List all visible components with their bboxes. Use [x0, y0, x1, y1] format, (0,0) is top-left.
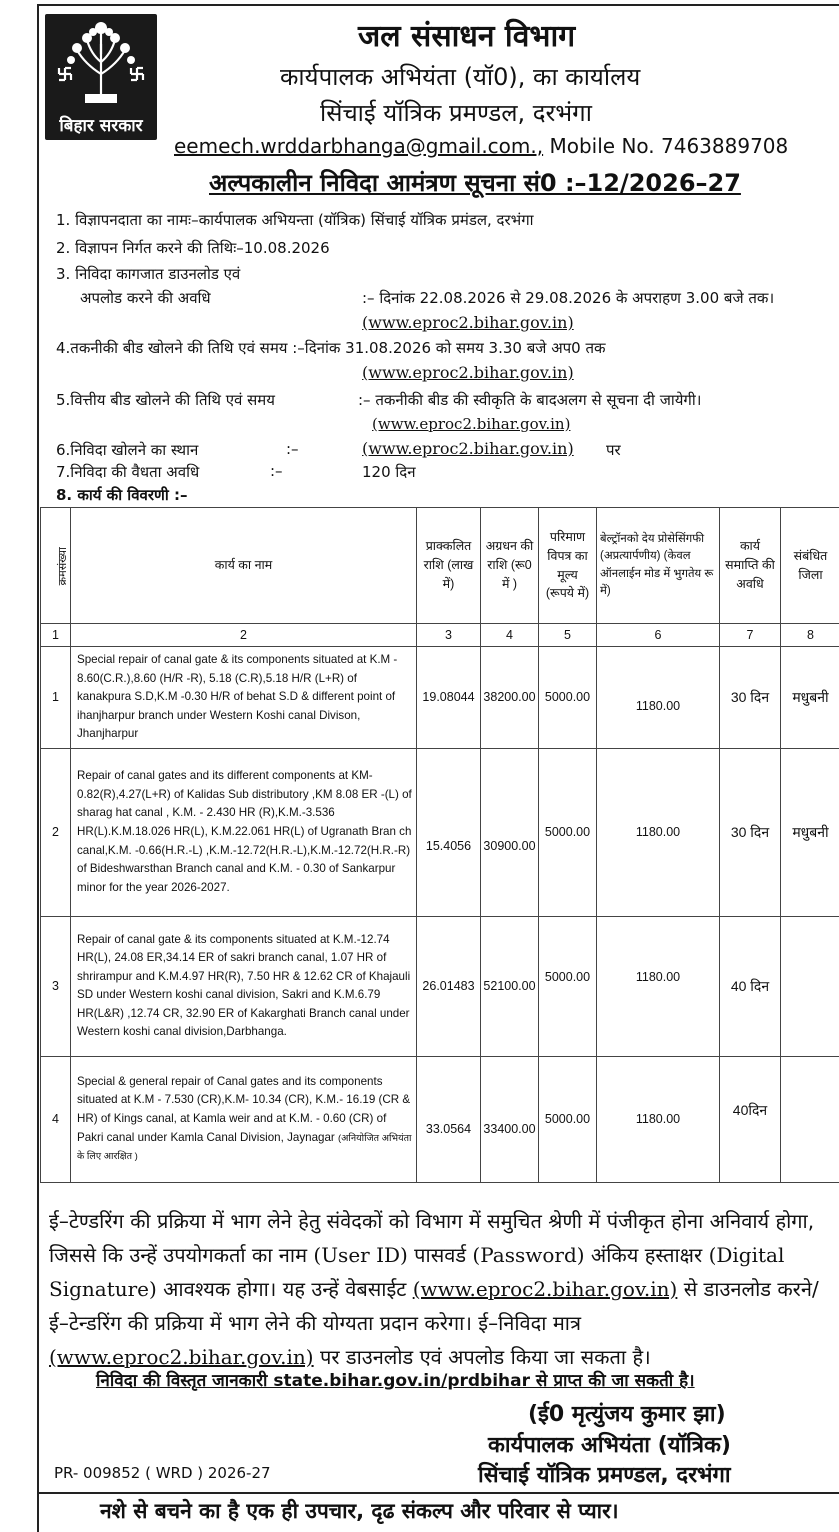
emd-amount: 33400.00: [481, 1056, 539, 1182]
serial-number: 4: [41, 1056, 71, 1182]
eproc-link-3[interactable]: (www.eproc2.bihar.gov.in): [372, 415, 571, 433]
column-header: परिमाण विपत्र का मूल्य (रूपये में): [539, 508, 597, 624]
slogan: नशे से बचने का है एक ही उपचार, दृढ संकल्प और परिवार से प्यार।: [100, 1499, 619, 1523]
column-number: 5: [539, 624, 597, 647]
instruction-text: आवश्यक होगा। यह उन्हें वेबसाईट: [156, 1277, 413, 1301]
serial-number: 2: [41, 748, 71, 916]
item-download-period-label-2: अपलोड करने की अवधि: [80, 289, 211, 307]
table-row: [41, 1056, 839, 1182]
signatory-office: सिंचाई यॉत्रिक प्रमण्डल, दरभंगा: [478, 1463, 731, 1488]
column-number: 2: [71, 624, 417, 647]
email-link[interactable]: eemech.wrddarbhanga@gmail.com.,: [174, 134, 544, 158]
footer-divider: [37, 1492, 839, 1494]
serial-number: 3: [41, 916, 71, 1056]
boq-cost: 5000.00: [539, 748, 597, 916]
item-issue-date: 2. विज्ञापन निर्गत करने की तिथिः–10.08.2026: [56, 239, 330, 257]
column-number: 8: [781, 624, 839, 647]
eproc-link-6[interactable]: (www.eproc2.bihar.gov.in): [49, 1345, 314, 1369]
boq-cost: 5000.00: [539, 916, 597, 1056]
signatory-title: कार्यपालक अभियंता (यॉत्रिक): [488, 1433, 731, 1458]
item-validity-colon: :–: [270, 462, 283, 480]
column-number-row: [41, 624, 839, 647]
item-work-details-label: 8. कार्य की विवरणी :–: [56, 486, 188, 504]
district: [781, 1056, 839, 1182]
emd-amount: 52100.00: [481, 916, 539, 1056]
table-header-row: [41, 508, 839, 624]
item-opening-place-label: 6.निविदा खोलने का स्थान: [56, 441, 199, 459]
user-id-text: (User ID): [313, 1243, 408, 1267]
column-number: 3: [417, 624, 481, 647]
boq-cost: 5000.00: [539, 647, 597, 749]
contact-line: [174, 134, 788, 158]
serial-number: 1: [41, 647, 71, 749]
district: मधुबनी: [781, 647, 839, 749]
item-opening-place-colon: :–: [286, 440, 299, 458]
instruction-text: ई–टेण्डरिंग की प्रक्रिया में भाग लेने हेतु संवेदकों को विभाग में समुचित श्रेणी में पंजीकृत होना अनिवार्य होगा, जिससे कि उन्हें उपयोगकर्ता का नाम: [49, 1209, 815, 1267]
emblem-caption: बिहार सरकार: [59, 116, 143, 136]
column-header: बेल्ट्रॉनको देय प्रोसेसिंगफी (अप्रत्यार्पणीय) (केवल ऑनलाईन मोड में भुगतेय रू में): [597, 508, 720, 624]
instruction-text: पर डाउनलोड एवं अपलोड किया जा सकता है।: [313, 1345, 651, 1369]
office-title: कार्यपालक अभियंता (यॉ0), का कार्यालय: [280, 63, 641, 91]
estimated-amount: 26.01483: [417, 916, 481, 1056]
emd-amount: 38200.00: [481, 647, 539, 749]
processing-fee: 1180.00: [597, 1056, 720, 1182]
digital-signature-text: (Digital Signature): [49, 1243, 785, 1301]
column-header: कार्य समाप्ति की अवधि: [720, 508, 781, 624]
work-name-text: Special & general repair of Canal gates and its components situated at K.M - 7.530 (CR),K.M- 10.34 (CR), K.M.- 16.19 (CR & HR) of Kings canal, at Kamla weir and at K.M. - 0.60 (CR) of Pakri canal under Kamla Canal Division, Jaynagar: [77, 1074, 411, 1144]
item-financial-bid-value: :– तकनीकी बीड की स्वीकृति के बादअलग से सूचना दी जायेगी।: [358, 391, 702, 409]
eproc-link-4[interactable]: (www.eproc2.bihar.gov.in): [362, 439, 574, 458]
table-row: [41, 647, 839, 749]
completion-period: 30 दिन: [720, 647, 781, 749]
processing-fee: 1180.00: [597, 916, 720, 1056]
eproc-link-5[interactable]: (www.eproc2.bihar.gov.in): [412, 1277, 678, 1301]
instruction-text: अंकिय हस्ताक्षर: [584, 1243, 709, 1267]
item-advertiser: 1. विज्ञापनदाता का नामः–कार्यपालक अभियन्ता (यॉत्रिक) सिंचाई यॉत्रिक प्रमंडल, दरभंगा: [56, 211, 534, 229]
completion-period: 40दिन: [720, 1056, 781, 1182]
column-header: अग्रधन की राशि (रू0 में ): [481, 508, 539, 624]
table-row: [41, 916, 839, 1056]
item-validity-label: 7.निविदा की वैधता अवधि: [56, 463, 200, 481]
column-number: 1: [41, 624, 71, 647]
column-number: 4: [481, 624, 539, 647]
notice-title: अल्पकालीन निविदा आमंत्रण सूचना सं0 :–12/2026–27: [209, 169, 741, 197]
processing-fee: 1180.00: [597, 647, 720, 749]
division-title: सिंचाई यॉत्रिक प्रमण्डल, दरभंगा: [320, 99, 592, 127]
eproc-link-2[interactable]: (www.eproc2.bihar.gov.in): [362, 363, 574, 382]
column-number: 6: [597, 624, 720, 647]
item-download-period-label: 3. निविदा कागजात डाउनलोड एवं: [56, 265, 241, 283]
item-financial-bid-label: 5.वित्तीय बीड खोलने की तिथि एवं समय: [56, 391, 275, 409]
instruction-text: से डाउनलोड करने/ई–टेन्डरिंग की प्रक्रिया में भाग लेने की योग्यता प्रदान करेगा। ई–निविदा मात्र: [49, 1277, 819, 1335]
column-header: संबंधित जिला: [781, 508, 839, 624]
work-name: Special repair of canal gate & its components situated at K.M - 8.60(C.R.),8.60 (H/R -R), 5.18 (C.R),5.18 H/R (L+R) of kanakpura S.D,K.M -0.30 H/R of behat S.D & different point of ihanjharpur branch under Western Koshi canal Divison, Jhanjharpur: [71, 647, 417, 749]
item-technical-bid-opening: 4.तकनीकी बीड खोलने की तिथि एवं समय :–दिनांक 31.08.2026 को समय 3.30 बजे अप0 तक: [56, 339, 606, 357]
processing-fee: 1180.00: [597, 748, 720, 916]
district: [781, 916, 839, 1056]
password-text: (Password): [472, 1243, 585, 1267]
column-number: 7: [720, 624, 781, 647]
item-validity-value: 120 दिन: [362, 463, 416, 481]
district: मधुबनी: [781, 748, 839, 916]
work-name: [71, 1056, 417, 1182]
work-name-note: (अनियोजित अभियंता के लिए आरक्षित ): [77, 1132, 412, 1163]
bihar-emblem: [45, 14, 157, 140]
column-header: प्राक्कलित राशि (लाख में): [417, 508, 481, 624]
department-title: जल संसाधन विभाग: [358, 19, 576, 54]
table-row: [41, 748, 839, 916]
work-name: Repair of canal gates and its different components at KM-0.82(R),4.27(L+R) of Kalidas Sub distributory ,KM 8.08 ER -(L) of sharag hat canal , K.M. - 2.430 HR (R),K.M.-3.536 HR(L).K.M.18.026 HR(L), K.M.22.061 HR(L) of Ugranath Bran ch canal,K.M. -0.66(H.R.-L) ,K.M.-12.72(H.R.-L),K.M.-12.72(H.R.-R) of Bideshwarsthan Branch canal and K.M. - 0.30 of Sankarpur minor for the year 2026-2027.: [71, 748, 417, 916]
bodhi-tree-icon: [45, 14, 157, 114]
pr-number: PR- 009852 ( WRD ) 2026-27: [54, 1464, 271, 1482]
estimated-amount: 15.4056: [417, 748, 481, 916]
mobile-number: Mobile No. 7463889708: [549, 134, 789, 158]
works-table: [40, 507, 839, 1183]
boq-cost: 5000.00: [539, 1056, 597, 1182]
estimated-amount: 33.0564: [417, 1056, 481, 1182]
completion-period: 40 दिन: [720, 916, 781, 1056]
item-opening-place-suffix: पर: [606, 441, 621, 459]
work-name: Repair of canal gate & its components situated at K.M.-12.74 HR(L), 24.08 ER,34.14 ER of sakri branch canal, 1.07 HR of shrirampur and K.M.4.97 HR(R), 7.50 HR & 12.62 CR of Khajauli SD under Western koshi canal division, Sakri and K.M.6.79 HR(L&R) ,12.74 CR, 32.90 ER of Kakarghati Branch canal under Western koshi canal division,Darbhanga.: [71, 916, 417, 1056]
e-tendering-instructions: [49, 1204, 837, 1374]
details-note: निविदा की विस्तृत जानकारी state.bihar.gov.in/prdbihar से प्राप्त की जा सकती है।: [96, 1371, 695, 1391]
estimated-amount: 19.08044: [417, 647, 481, 749]
column-header: कार्य का नाम: [71, 508, 417, 624]
column-header: क्रमसंख्या: [41, 508, 71, 624]
completion-period: 30 दिन: [720, 748, 781, 916]
eproc-link-1[interactable]: (www.eproc2.bihar.gov.in): [362, 313, 574, 332]
instruction-text: पासवर्ड: [407, 1243, 473, 1267]
item-download-period-value: :– दिनांक 22.08.2026 से 29.08.2026 के अपराहण 3.00 बजे तक।: [362, 289, 775, 307]
emd-amount: 30900.00: [481, 748, 539, 916]
signatory-name: (ई0 मृत्युंजय कुमार झा): [528, 1402, 726, 1427]
